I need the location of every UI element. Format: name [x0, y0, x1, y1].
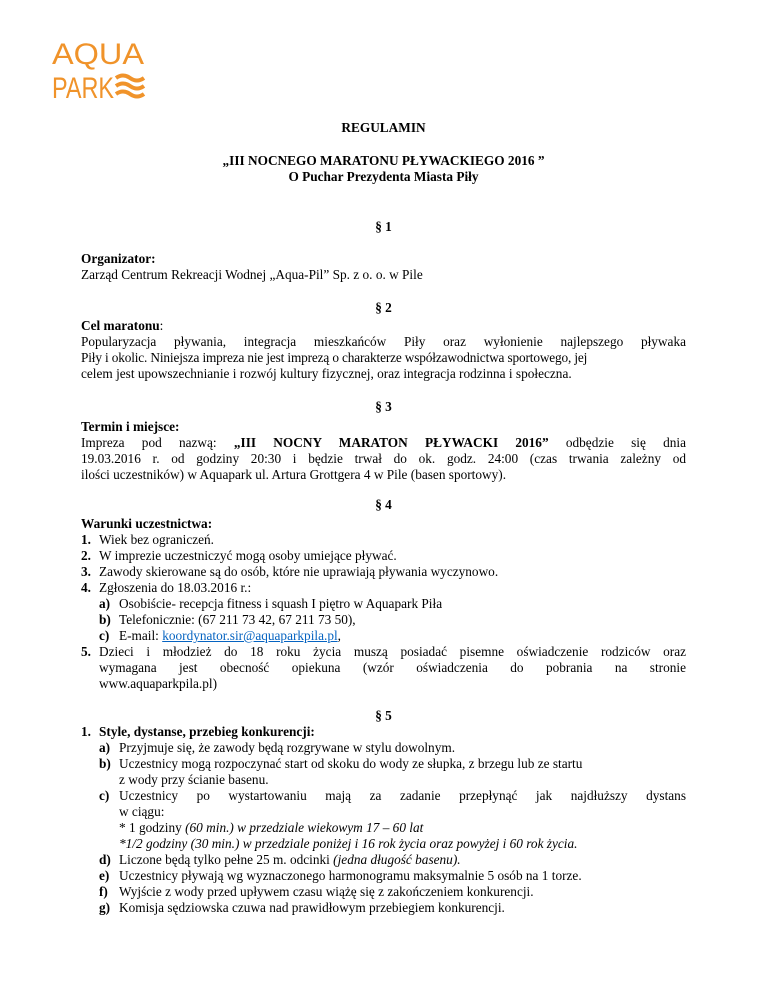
sub-list-item: d) Liczone będą tylko pełne 25 m. odcinki (jedna długość basenu).: [99, 852, 461, 867]
doc-subtitle-2: O Puchar Prezydenta Miasta Piły: [288, 169, 479, 184]
section-3-sign: § 3: [375, 399, 392, 414]
logo-wave-icon: [116, 76, 144, 97]
section-1-sign: § 1: [375, 219, 392, 234]
section-5-heading: 1. Style, dystanse, przebieg konkurencji:: [81, 724, 315, 739]
section-2-sign: § 2: [375, 300, 392, 315]
section-2-line-3: celem jest upowszechnianie i rozwój kultury fizycznej, oraz integracja rodzinna i społeczna.: [81, 366, 572, 381]
sub-list-item: f) Wyjście z wody przed upływem czasu wiążę się z zakończeniem konkurencji.: [99, 884, 534, 899]
aquapark-logo: [50, 34, 150, 106]
section-5-sign: § 5: [375, 708, 392, 723]
section-2-line-1: Popularyzacja pływania, integracja mieszkańców Piły oraz wyłonienie najlepszego pływaka: [81, 334, 686, 349]
section-3-line-3: ilości uczestników) w Aquapark ul. Artura Grottgera 4 w Pile (basen sportowy).: [81, 467, 507, 482]
section-1-heading: Organizator:: [81, 251, 156, 266]
list-item: 1. Wiek bez ograniczeń.: [81, 532, 215, 547]
section-2-line-2: Piły i okolic. Niniejsza impreza nie jest imprezą o charakterze współzawodnictwa sportowego, jej: [81, 350, 588, 365]
sub-list-item: c) Uczestnicy po wystartowaniu mają za zadanie przepłynąć jak najdłuższy dystans: [99, 788, 686, 803]
sub-list-item: c) E-mail: koordynator.sir@aquaparkpila.pl,: [99, 628, 341, 643]
sub-list-item: b) Telefonicznie: (67 211 73 42, 67 211 73 50),: [99, 612, 356, 627]
section-1-text: Zarząd Centrum Rekreacji Wodnej „Aqua-Pil” Sp. z o. o. w Pile: [81, 267, 423, 282]
list-item-5-line-3: www.aquaparkpila.pl): [99, 676, 218, 691]
sub-list-item-cont: w ciągu:: [119, 804, 165, 819]
doc-title: REGULAMIN: [341, 120, 426, 135]
section-3-line-1: Impreza pod nazwą: „III NOCNY MARATON PŁYWACKI 2016” odbędzie się dnia: [81, 435, 686, 450]
email-link[interactable]: koordynator.sir@aquaparkpila.pl: [162, 628, 338, 643]
sub-list-item-cont: z wody przy ścianie basenu.: [119, 772, 269, 787]
section-3-line-2: 19.03.2016 r. od godziny 20:30 i będzie trwał do ok. godz. 24:00 (czas trwania zależny od: [81, 451, 686, 466]
sub-list-item-cont: * 1 godziny (60 min.) w przedziale wiekowym 17 – 60 lat: [119, 820, 424, 835]
list-item-5-line-2: wymagana jest obecność opiekuna (wzór oświadczenia do pobrania na stronie: [99, 660, 686, 675]
list-item: 3. Zawody skierowane są do osób, które nie uprawiają pływania wyczynowo.: [81, 564, 499, 579]
list-item: 5. Dzieci i młodzież do 18 roku życia muszą posiadać pisemne oświadczenie rodziców oraz: [81, 644, 686, 659]
logo-text-park: PARK: [52, 72, 114, 105]
section-3-heading: Termin i miejsce:: [81, 419, 180, 434]
section-4-sign: § 4: [375, 497, 392, 512]
list-item: 4. Zgłoszenia do 18.03.2016 r.:: [81, 580, 252, 595]
sub-list-item-cont: *1/2 godziny (30 min.) w przedziale poniżej i 16 rok życia oraz powyżej i 60 rok życia.: [119, 836, 578, 851]
sub-list-item: g) Komisja sędziowska czuwa nad prawidłowym przebiegiem konkurencji.: [99, 900, 505, 915]
sub-list-item: a) Osobiście- recepcja fitness i squash I piętro w Aquapark Piła: [99, 596, 443, 611]
sub-list-item: b) Uczestnicy mogą rozpoczynać start od skoku do wody ze słupka, z brzegu lub ze startu: [99, 756, 583, 771]
sub-list-item: a) Przyjmuje się, że zawody będą rozgrywane w stylu dowolnym.: [99, 740, 456, 755]
section-2-heading: Cel maratonu:: [81, 318, 164, 333]
section-4-heading: Warunki uczestnictwa:: [81, 516, 213, 531]
list-item: 2. W imprezie uczestniczyć mogą osoby umiejące pływać.: [81, 548, 397, 563]
sub-list-item: e) Uczestnicy pływają wg wyznaczonego harmonogramu maksymalnie 5 osób na 1 torze.: [99, 868, 582, 883]
logo-text-aqua: AQUA: [52, 38, 144, 71]
doc-subtitle: „III NOCNEGO MARATONU PŁYWACKIEGO 2016 ”: [222, 153, 545, 168]
